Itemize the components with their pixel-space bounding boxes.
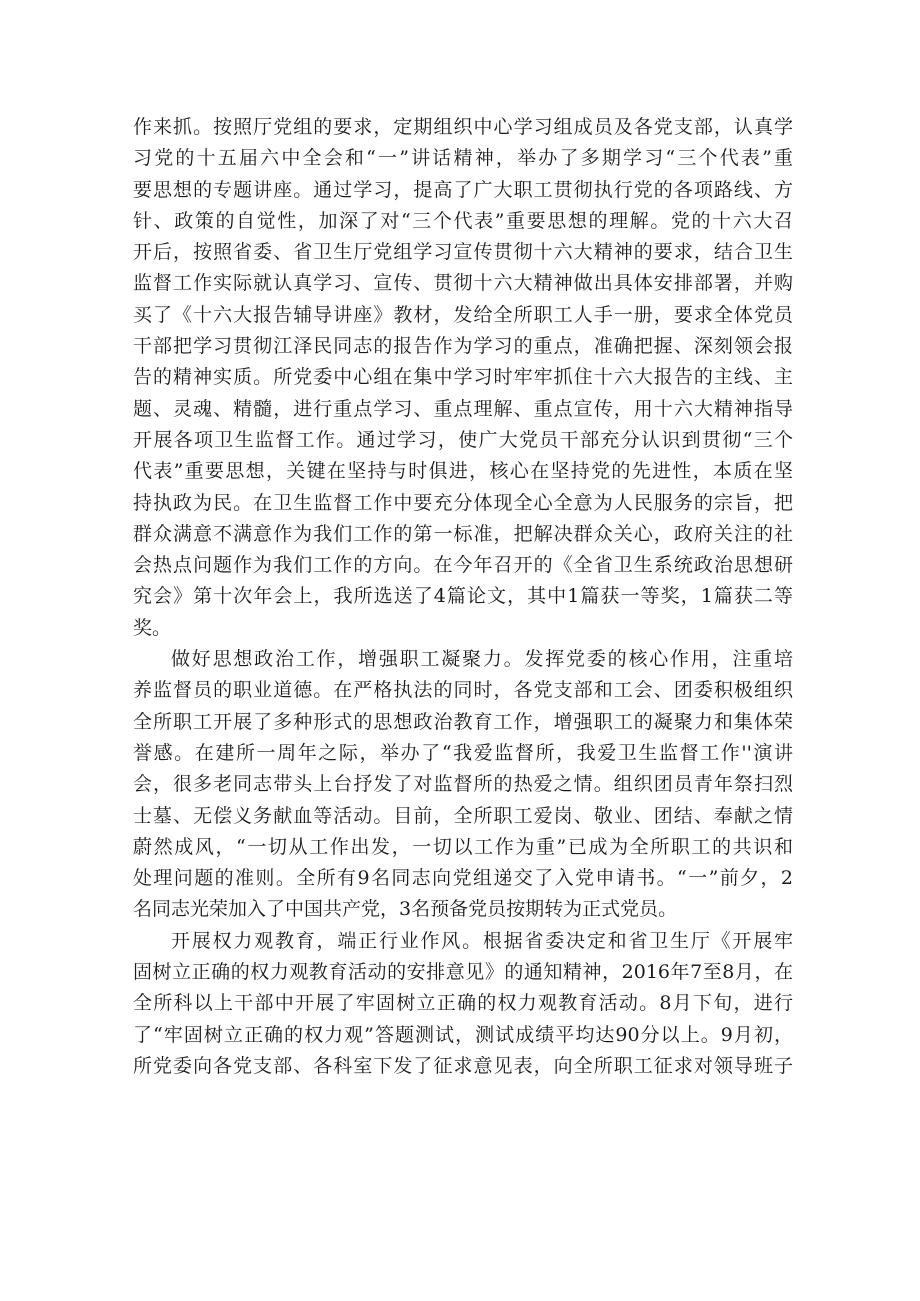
text-line: 全所科以上干部中开展了牢固树立正确的权力观教育活动。8月下旬，进行	[133, 992, 793, 1015]
text-line: 告的精神实质。所党委中心组在集中学习时牢牢抓住十六大报告的主线、主	[133, 366, 793, 389]
text-line: 蔚然成风，“一切从工作出发，一切以工作为重”已成为全所职工的共识和	[133, 835, 793, 858]
text-line: 养监督员的职业道德。在严格执法的同时，各党支部和工会、团委积极组织	[133, 679, 793, 702]
text-line: 所党委向各党支部、各科室下发了征求意见表，向全所职工征求对领导班子	[133, 1054, 793, 1077]
text-line: 习党的十五届六中全会和“一”讲话精神，举办了多期学习“三个代表”重	[133, 147, 793, 170]
text-line: 名同志光荣加入了中国共产党，3名预备党员按期转为正式党员。	[133, 898, 678, 921]
document-body	[133, 112, 793, 1082]
text-line: 监督工作实际就认真学习、宣传、贯彻十六大精神做出具体安排部署，并购	[133, 272, 793, 295]
text-line: 处理问题的准则。全所有9名同志向党组递交了入党申请书。“一”前夕，2	[133, 867, 793, 890]
text-line: 会，很多老同志带头上台抒发了对监督所的热爱之情。组织团员青年祭扫烈	[133, 773, 793, 796]
text-line: 誉感。在建所一周年之际，举办了“我爱监督所，我爱卫生监督工作''演讲	[133, 741, 793, 764]
text-line: 究会》第十次年会上，我所选送了4篇论文，其中1篇获一等奖，1篇获二等	[133, 585, 793, 608]
text-line: 买了《十六大报告辅导讲座》教材，发给全所职工人手一册，要求全体党员	[133, 303, 793, 326]
paragraph-3	[133, 926, 793, 1082]
text-line: 代表”重要思想，关键在坚持与时俱进，核心在坚持党的先进性，本质在坚	[133, 460, 793, 483]
text-line: 针、政策的自觉性，加深了对“三个代表”重要思想的理解。党的十六大召	[133, 209, 793, 232]
text-line: 开展权力观教育，端正行业作风。根据省委决定和省卫生厅《开展牢	[171, 929, 793, 952]
paragraph-2	[133, 644, 793, 926]
text-line: 了“牢固树立正确的权力观”答题测试，测试成绩平均达90分以上。9月初，	[133, 1023, 793, 1046]
text-line: 作来抓。按照厅党组的要求，定期组织中心学习组成员及各党支部，认真学	[133, 116, 793, 138]
text-line: 持执政为民。在卫生监督工作中要充分体现全心全意为人民服务的宗旨，把	[133, 491, 793, 514]
text-line: 群众满意不满意作为我们工作的第一标准，把解决群众关心，政府关注的社	[133, 522, 793, 545]
text-line: 开后，按照省委、省卫生厅党组学习宣传贯彻十六大精神的要求，结合卫生	[133, 241, 793, 264]
text-line: 会热点问题作为我们工作的方向。在今年召开的《全省卫生系统政治思想研	[133, 554, 793, 577]
text-line: 全所职工开展了多种形式的思想政治教育工作，增强职工的凝聚力和集体荣	[133, 710, 793, 733]
paragraph-1	[133, 112, 793, 644]
text-line: 士墓、无偿义务献血等活动。目前，全所职工爱岗、敬业、团结、奉献之情	[133, 804, 793, 827]
text-line: 固树立正确的权力观教育活动的安排意见》的通知精神，2016年7至8月，在	[133, 961, 793, 984]
text-line: 题、灵魂、精髓，进行重点学习、重点理解、重点宣传，用十六大精神指导	[133, 397, 793, 420]
text-line: 要思想的专题讲座。通过学习，提高了广大职工贯彻执行党的各项路线、方	[133, 178, 793, 201]
text-line: 做好思想政治工作，增强职工凝聚力。发挥党委的核心作用，注重培	[171, 648, 793, 671]
text-line: 干部把学习贯彻江泽民同志的报告作为学习的重点，准确把握、深刻领会报	[133, 335, 793, 358]
text-line: 奖。	[133, 616, 172, 639]
text-line: 开展各项卫生监督工作。通过学习，使广大党员干部充分认识到贯彻“三个	[133, 428, 793, 451]
